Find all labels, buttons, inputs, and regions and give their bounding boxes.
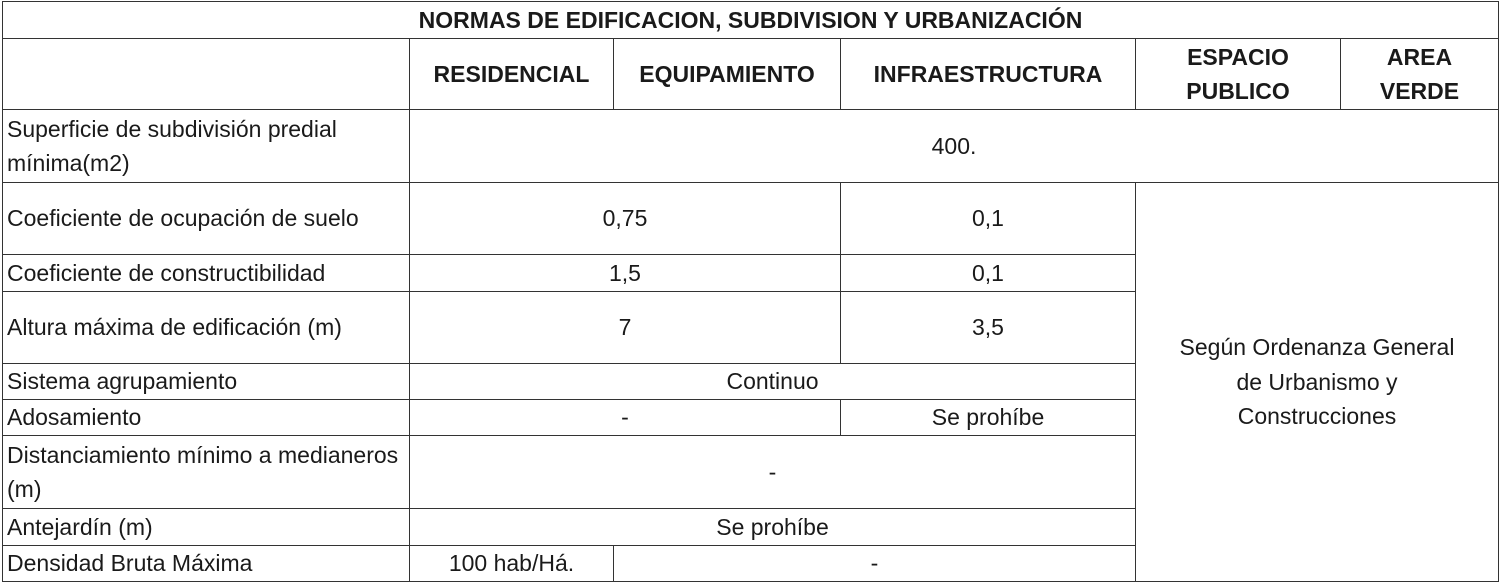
value-constructibilidad-infra: 0,1 (841, 255, 1136, 292)
ordenanza-note-line3: Construcciones (1237, 403, 1397, 430)
ordenanza-note-line2: de Urbanismo y (1236, 368, 1398, 395)
row-label-superficie: Superficie de subdivisión predial mínima(m2) (3, 110, 410, 183)
header-espacio-publico-line2: PUBLICO (1186, 78, 1290, 104)
row-label-altura: Altura máxima de edificación (m) (3, 292, 410, 364)
table-row (3, 183, 1499, 255)
value-densidad-equip-infra: - (614, 546, 1136, 582)
header-infraestructura: INFRAESTRUCTURA (841, 39, 1136, 110)
value-altura-res-equip: 7 (410, 292, 841, 364)
value-agrupamiento: Continuo (410, 364, 1136, 400)
value-ocupacion-infra: 0,1 (841, 183, 1136, 255)
value-superficie: 400. (410, 110, 1499, 183)
value-densidad-res: 100 hab/Há. (410, 546, 614, 582)
row-label-densidad: Densidad Bruta Máxima (3, 546, 410, 582)
header-row (3, 39, 1499, 110)
header-blank-cell (3, 39, 410, 110)
row-label-agrupamiento: Sistema agrupamiento (3, 364, 410, 400)
header-espacio-publico (1136, 39, 1341, 110)
value-distanciamiento: - (410, 436, 1136, 509)
norms-table (2, 1, 1499, 582)
row-label-distanciamiento: Distanciamiento mínimo a medianeros (m) (3, 436, 410, 509)
header-residencial: RESIDENCIAL (410, 39, 614, 110)
value-altura-infra: 3,5 (841, 292, 1136, 364)
value-adosamiento-res-equip: - (410, 400, 841, 436)
ordenanza-note (1136, 183, 1499, 582)
header-espacio-publico-line1: ESPACIO (1187, 43, 1289, 70)
value-adosamiento-infra: Se prohíbe (841, 400, 1136, 436)
title-row (3, 2, 1499, 39)
table-title: NORMAS DE EDIFICACION, SUBDIVISION Y URBANIZACIÓN (3, 2, 1499, 39)
row-label-constructibilidad: Coeficiente de constructibilidad (3, 255, 410, 292)
row-label-antejardin: Antejardín (m) (3, 509, 410, 546)
row-label-adosamiento: Adosamiento (3, 400, 410, 436)
value-antejardin: Se prohíbe (410, 509, 1136, 546)
ordenanza-note-line1: Según Ordenanza General (1179, 334, 1455, 361)
value-ocupacion-res-equip: 0,75 (410, 183, 841, 255)
header-equipamiento: EQUIPAMIENTO (614, 39, 841, 110)
value-constructibilidad-res-equip: 1,5 (410, 255, 841, 292)
table-row (3, 110, 1499, 183)
header-area-verde: AREA VERDE (1341, 39, 1499, 110)
row-label-ocupacion: Coeficiente de ocupación de suelo (3, 183, 410, 255)
